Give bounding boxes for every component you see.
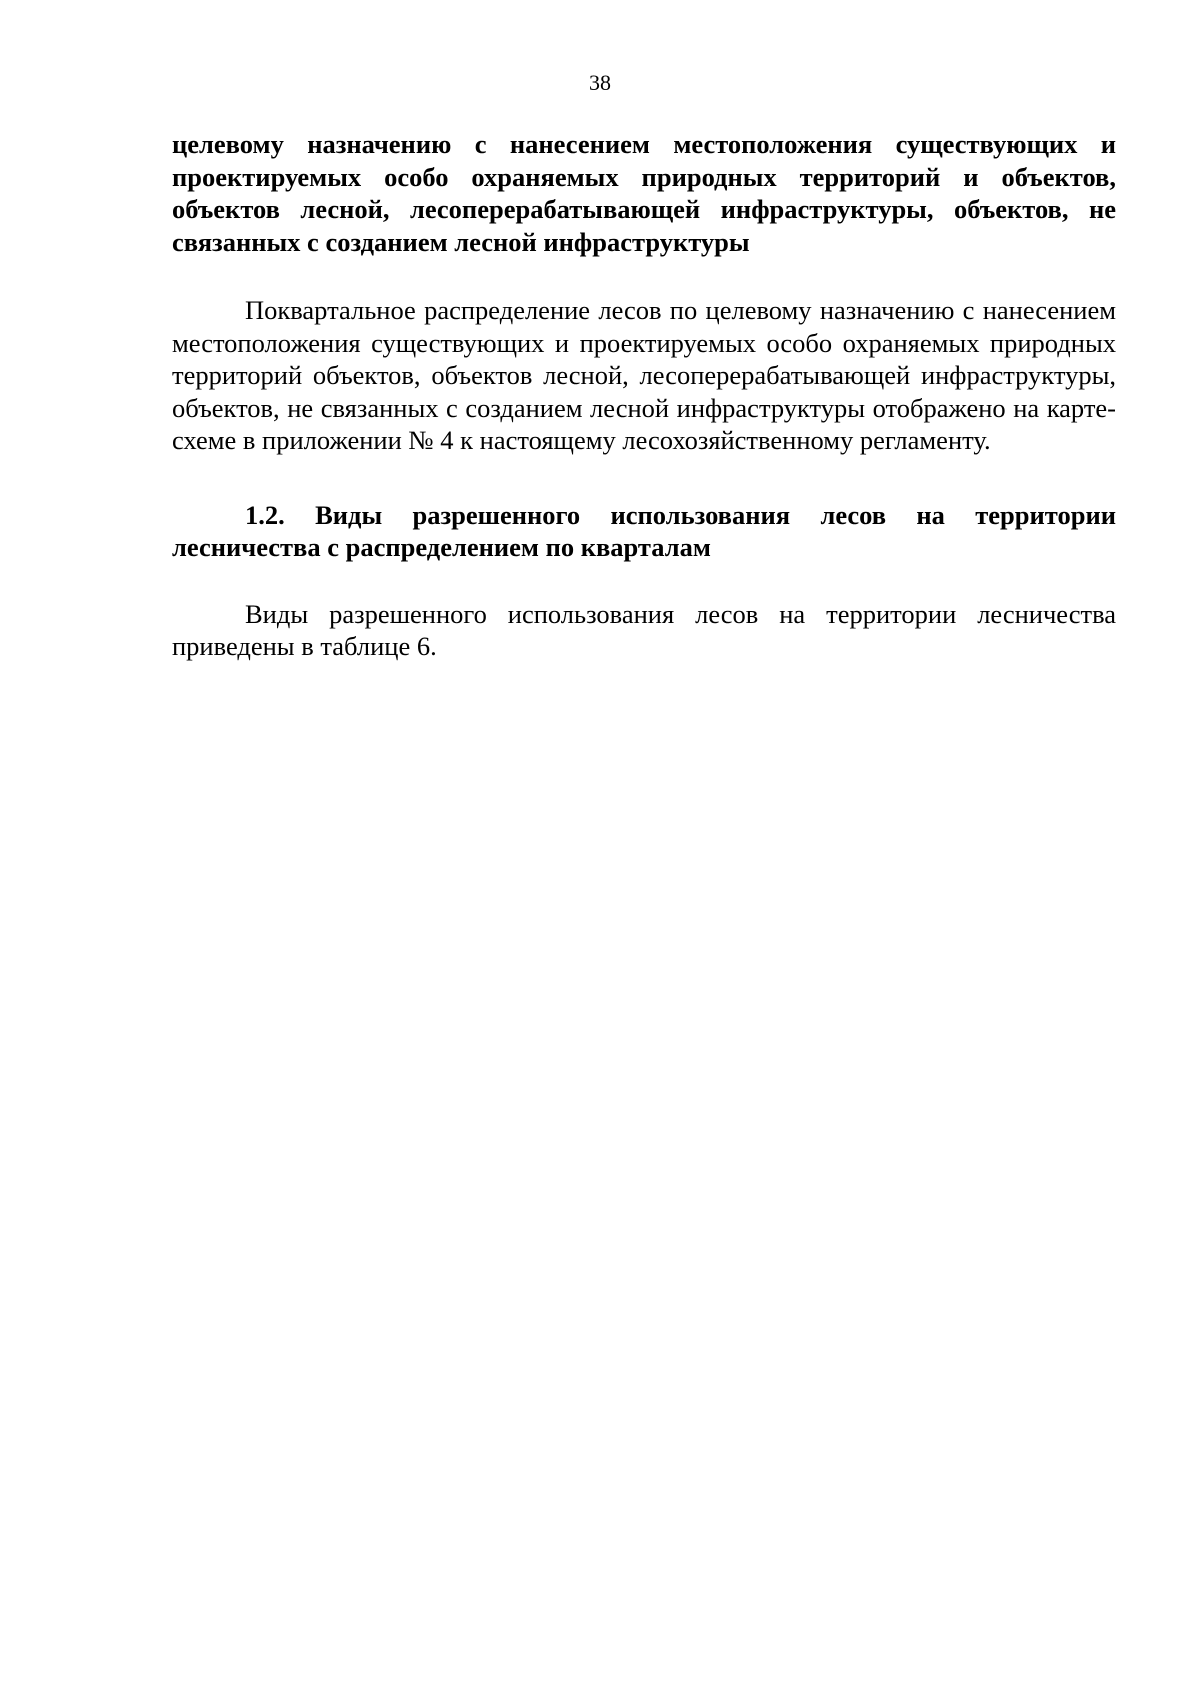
section-heading-continuation: целевому назначению с нанесением местоположения существующих и проектируемых особо охраняемых природных территорий и объектов, объектов лесной, лесоперерабатывающей инфраструктуры, объектов, не связанных с созданием лесной инфраструктуры (172, 129, 1116, 257)
body-paragraph-allowed-uses: Виды разрешенного использования лесов на территории лесничества приведены в таблице 6. (172, 598, 1116, 661)
page-number: 38 (589, 70, 611, 95)
body-paragraph-quarterly-distribution: Поквартальное распределение лесов по целевому назначению с нанесением местоположения существующих и проектируемых особо охраняемых природных территорий объектов, объектов лесной, лесоперерабатывающей инфраструктуры, объектов, не связанных с созданием лесной инфраструктуры отображено на карте-схеме в приложении № 4 к настоящему лесохозяйственному регламенту. (172, 295, 1116, 455)
section-heading-1-2: 1.2. Виды разрешенного использования лесов на территории лесничества с распределением по кварталам (172, 499, 1116, 562)
page-content (172, 128, 1116, 663)
